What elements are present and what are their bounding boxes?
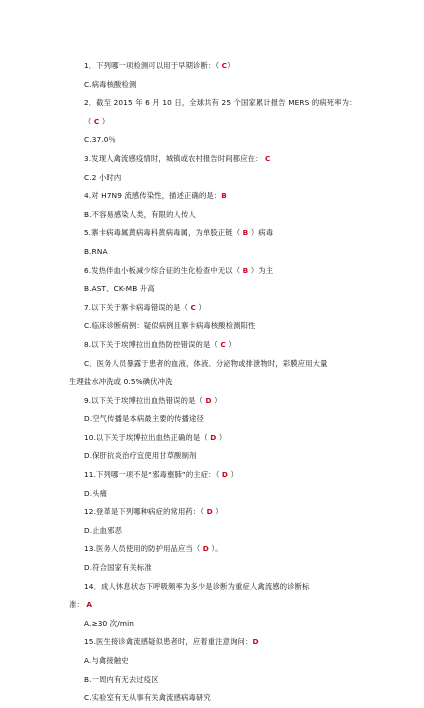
line-text-suffix: ）。 [209,544,223,554]
line-text: 14．成人休息状态下呼吸频率为多少是诊断为重症人禽流感的诊断标 [84,581,310,591]
text-line [0,410,424,429]
line-text: 2．截至 2015 年 6 月 10 日，全球共有 25 个国家累计报告 MERS 的病死率为： [84,98,357,108]
text-line [0,429,424,448]
answer-letter: B [242,265,249,275]
answer-letter: C [93,116,100,126]
text-line [0,224,424,243]
line-text: B.一周内有无去过疫区 [84,674,159,684]
line-text: 准： [69,600,87,610]
line-text: C．医务人员暴露于患者的血液、体液、分泌物或排泄物时，彩膜应用大量 [84,358,328,368]
line-text: C.实验室有无从事有关禽流感病毒研究 [84,693,211,703]
answer-letter: C [221,61,228,70]
line-text: C.2 小时内 [84,172,122,182]
line-text: 12.登革是下列哪种病症的常用药：（ [84,507,207,517]
text-line [0,466,424,485]
answer-letter: B [242,228,249,238]
text-line [0,131,424,150]
line-text: C.病毒核酸检测 [84,79,137,89]
line-text-suffix: ） [99,116,110,126]
text-line [0,633,424,652]
line-text: C.37.0％ [84,135,117,145]
text-line [0,206,424,225]
text-line [0,243,424,262]
line-text: D.止血邪恶 [84,525,123,535]
line-text: 9.以下关于埃博拉出血热错误的是（ [84,395,206,405]
line-text: D.空气传播是本病最主要的传播途径 [84,414,204,424]
line-text: 15.医生接诊禽流感疑似患者时，应着重注意询问： [84,637,253,647]
line-text: 生理盐水冲洗或 0.5%碘伏冲洗 [69,377,173,387]
line-text: D.头痛 [84,488,108,498]
text-line [0,447,424,466]
text-line [0,336,424,355]
text-line [0,559,424,578]
line-text-suffix: ） [227,61,235,70]
answer-letter: C [190,302,197,312]
answer-letter: D [206,507,213,517]
text-line [0,113,424,132]
line-text-suffix: ） [216,432,227,442]
text-line [0,615,424,634]
text-line [0,57,424,76]
text-line [0,652,424,671]
line-text: 4.对 H7N9 流感传染性，描述正确的是： [84,191,222,201]
line-text: A.≥30 次/min [84,618,135,628]
answer-letter: A [86,600,93,610]
text-line [0,485,424,504]
text-line [0,169,424,188]
line-text: 6.发热伴血小板减少综合征的生化检查中无以（ [84,265,243,275]
line-text: 3.发现人禽流感疫情时，城镇或农村报告时间都应在： [84,153,266,163]
text-line [0,596,424,615]
line-text-suffix: ） [228,470,239,480]
line-text: B.AST、CK-MB 升高 [84,284,155,294]
text-line [0,355,424,374]
line-text: 7.以下关于寨卡病毒错误的是（ [84,302,191,312]
line-text: D.保肝抗炎治疗宜使用甘草酸制剂 [84,451,197,461]
line-text: 8.以下关于埃博拉出血热防控错误的是（ [84,339,221,349]
line-text: D.符合国家有关标准 [84,563,152,573]
line-text-suffix: ）病毒 [248,228,274,238]
text-line [0,76,424,95]
text-line [0,522,424,541]
line-text-suffix: ） [212,507,223,517]
text-line [0,671,424,690]
line-text-suffix: ）为主 [248,265,274,275]
line-text: 5.寨卡病毒属黄病毒科黄病毒属，为单股正链（ [84,228,243,238]
text-line [0,280,424,299]
line-text: 1．下列哪一项检测可以用于早期诊断：（ [84,61,222,70]
text-line [0,299,424,318]
line-text-suffix: ） [225,339,236,349]
text-line [0,262,424,281]
answer-letter: D [210,432,217,442]
text-line [0,689,424,708]
line-text: A.与禽接触史 [84,656,129,665]
text-line [0,150,424,169]
text-line [0,503,424,522]
text-line [0,94,424,113]
line-text: 13.医务人员使用的防护用品应当（ [84,544,203,554]
line-text: 10.以下关于埃博拉出血热正确的是（ [84,432,211,442]
text-line [0,392,424,411]
line-text-suffix: ） [196,302,206,312]
answer-letter: D [252,637,259,647]
line-text: 11.下列哪一项不是“邪毒壅肺”的主症：（ [84,470,222,480]
text-line [0,578,424,597]
line-text: C.临床诊断病例：疑似病例且寨卡病毒核酸检测阳性 [84,321,256,331]
answer-letter: D [221,470,229,480]
answer-letter: C [265,153,271,163]
text-line [0,317,424,336]
line-text-suffix: ） [211,395,222,405]
answer-letter: B [221,191,228,201]
question-list [0,57,424,708]
answer-letter: D [202,544,209,554]
answer-letter: D [205,395,212,405]
answer-letter: C [220,339,226,349]
line-text: B.RNA [84,246,108,256]
line-text: B.不容易感染人类，有限的人传人 [84,209,196,219]
text-line [0,187,424,206]
line-text: （ [84,116,94,126]
text-line [0,373,424,392]
text-line [0,540,424,559]
